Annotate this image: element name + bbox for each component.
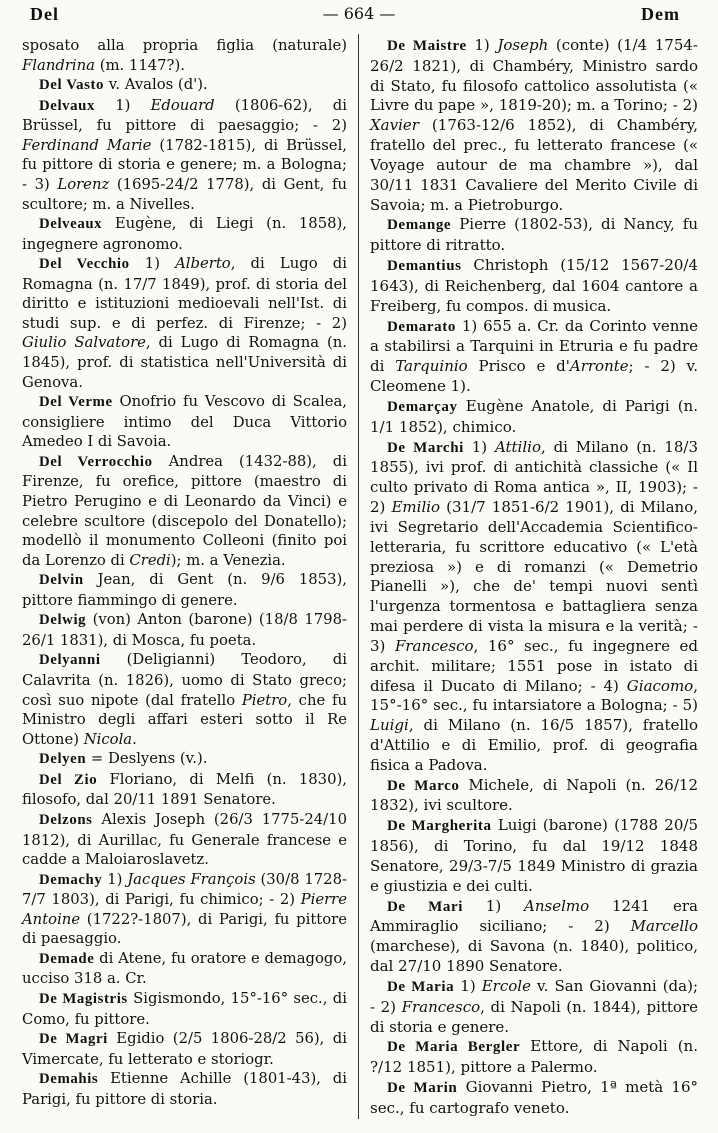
left-column	[22, 36, 347, 1109]
entry-del-vasto: Del Vasto v. Avalos (d').	[39, 76, 208, 94]
headword: Delyen	[39, 751, 87, 768]
headword: Demachy	[39, 871, 103, 888]
entry-demachy: Demachy 1) Jacques François (30/8 1728-7/7 1803), di Parigi, fu chimico; - 2) Pierre Antoine (1722?-1807), di Parigi, fu pittore di paesaggio.	[22, 870, 347, 948]
entry-delveaux: Delveaux Eugène, di Liegi (n. 1858), ingegnere agronomo.	[22, 215, 347, 253]
entry-demarcay: Demarçay Eugène Anatole, di Parigi (n. 1/1 1852), chimico.	[370, 396, 698, 436]
headword: Demahis	[39, 1071, 99, 1088]
headword: Delveaux	[39, 216, 103, 233]
entry-delzons: Delzons Alexis Joseph (26/3 1775-24/10 1812), di Aurillac, fu Generale francese e cadde a Maloiaroslavetz.	[22, 810, 347, 869]
headword: De Marco	[387, 777, 460, 794]
entry-de-magri: De Magri Egidio (2/5 1806-28/2 56), di Vimercate, fu letterato e storiogr.	[22, 1030, 347, 1068]
entry-de-marchi: De Marchi 1) Attilio, di Milano (n. 18/3 1855), ivi prof. di antichità classiche (« Il culto privato di Roma antica », II, 1903); - 2) Emilio (31/7 1851-6/2 1901), di Milano, ivi Segretario dell'Accademia Scientifico-letteraria, fu scrittore educativo (« L'età preziosa ») e di romanzi (« Demetrio Pianelli »), che de' tempi nuovi sentì l'urgenza tormentosa e battagliera senza mai perdere di vista la misura e la verità; - 3) Francesco, 16° sec., fu ingegnere ed archit. militare; 1551 pose in istato di difesa il Ducato di Milano; - 4) Giacomo, 15°-16° sec., fu intarsiatore a Bologna; - 5) Luigi, di Milano (n. 16/5 1857), fratello d'Attilio e di Emilio, prof. di geografia fisica a Padova.	[370, 437, 698, 774]
entry-delvaux: Delvaux 1) Edouard (1806-62), di Brüssel, fu pittore di paesaggio; - 2) Ferdinand Marie (1782-1815), di Brüssel, fu pittore di storia e genere; m. a Bologna; - 3) Lorenz (1695-24/2 1778), di Gent, fu scultore; m. a Nivelles.	[22, 96, 348, 213]
entry-del-zio: Del Zio Floriano, di Melfi (n. 1830), filosofo, dal 20/11 1891 Senatore.	[22, 770, 347, 809]
entry-de-marin: De Marin Giovanni Pietro, 1ª metà 16° sec., fu cartografo veneto.	[370, 1078, 698, 1117]
headword: Demarçay	[387, 398, 458, 415]
headword: De Magri	[39, 1031, 108, 1048]
entry-delyanni: Delyanni (Deligianni) Teodoro, di Calavrita (n. 1826), uomo di Stato greco; così suo nipote (dal fratello Pietro, che fu Ministro degli affari esteri sotto il Re Ottone) Nicola.	[22, 651, 347, 748]
headword: Del Verme	[39, 394, 113, 411]
headword: De Mari	[387, 898, 463, 915]
headword: De Maria Bergler	[387, 1039, 521, 1056]
header-right-guideword: Dem	[641, 4, 680, 24]
headword: Demade	[39, 950, 95, 967]
entry-de-maria-bergler: De Maria Bergler Ettore, di Napoli (n. ?/12 1851), pittore a Palermo.	[370, 1037, 698, 1077]
headword: Delzons	[39, 811, 93, 828]
entry-delyen: Delyen = Deslyens (v.).	[39, 750, 208, 768]
headword: Demantius	[387, 258, 462, 275]
headword: Delwig	[39, 612, 87, 629]
headword: De Maistre	[387, 38, 467, 54]
headword: De Margherita	[387, 818, 492, 835]
column-divider	[358, 34, 359, 1119]
headword: Del Vecchio	[39, 256, 130, 273]
headword: Del Zio	[39, 771, 98, 788]
entry-de-mari: De Mari 1) Anselmo 1241 era Ammiraglio siciliano; - 2) Marcello (marchese), di Savona (n. 1840), politico, dal 27/10 1890 Senatore.	[370, 896, 698, 976]
headword: De Marchi	[387, 439, 464, 456]
header-left-guideword: Del	[30, 4, 59, 24]
entry-de-magistris: De Magistris Sigismondo, 15°-16° sec., di Como, fu pittore.	[22, 990, 347, 1028]
headword: Del Vasto	[39, 77, 105, 94]
headword: Delvin	[39, 572, 84, 589]
entry-continuation: sposato alla propria figlia (naturale) Flandrina (m. 1147?).	[22, 37, 347, 74]
headword: Del Verrocchio	[39, 453, 153, 470]
entry-de-maistre: De Maistre 1) Joseph (conte) (1/4 1754-26/2 1821), di Chambéry, Ministro sardo di Stato, fu filosofo cattolico assolutista (« Livre du pape », 1819-20); m. a Torino; - 2) Xavier (1763-12/6 1852), di Chambéry, fratello del prec., fu letterato francese (« Voyage autour de ma chambre »), dal 30/11 1831 Cavaliere del Merito Civile di Savoia; m. a Pietroburgo.	[370, 36, 698, 214]
right-column	[370, 36, 698, 1119]
entry-del-vecchio: Del Vecchio 1) Alberto, di Lugo di Romagna (n. 17/7 1849), prof. di storia del diritto e istituzioni medioevali nell'Ist. di studi sup. e di perfez. di Firenze; - 2) Giulio Salvatore, di Lugo di Romagna (n. 1845), prof. di statistica nell'Università di Genova.	[22, 255, 347, 391]
entry-del-verrocchio: Del Verrocchio Andrea (1432-88), di Firenze, fu orefice, pittore (maestro di Pietro Perugino e di Leonardo da Vinci) e celebre scultore (discepolo del Donatello); modellò il monumento Colleoni (finito poi da Lorenzo di Credi); m. a Venezia.	[22, 452, 347, 569]
entry-demange: Demange Pierre (1802-53), di Nancy, fu pittore di ritratto.	[370, 215, 698, 255]
entry-de-maria: De Maria 1) Ercole v. San Giovanni (da); - 2) Francesco, di Napoli (n. 1844), pittore di storia e genere.	[370, 976, 699, 1036]
headword: De Maria	[387, 978, 455, 995]
entry-demahis: Demahis Etienne Achille (1801-43), di Parigi, fu pittore di storia.	[22, 1070, 347, 1108]
headword: Demarato	[387, 318, 456, 335]
entry-del-verme: Del Verme Onofrio fu Vescovo di Scalea, consigliere intimo del Duca Vittorio Amedeo I di Savoia.	[22, 393, 348, 451]
page-header	[0, 2, 718, 26]
headword: Delyanni	[39, 652, 101, 669]
entry-demantius: Demantius Christoph (15/12 1567-20/4 1643), di Reichenberg, dal 1604 cantore a Freiberg, fu compos. di musica.	[370, 256, 698, 315]
entry-delwig: Delwig (von) Anton (barone) (18/8 1798-26/1 1831), di Mosca, fu poeta.	[22, 611, 347, 649]
entry-de-margherita: De Margherita Luigi (barone) (1788 20/5 1856), di Torino, fu dal 19/12 1848 Senatore, 29/3-7/5 1849 Ministro di grazia e giustizia e dei culti.	[370, 816, 698, 895]
headword: Demange	[387, 217, 452, 234]
page-number: — 664 —	[322, 4, 396, 23]
headword: De Marin	[387, 1080, 458, 1097]
headword: De Magistris	[39, 991, 128, 1007]
entry-demarato: Demarato 1) 655 a. Cr. da Corinto venne a stabilirsi a Tarquini in Etruria e fu padre di Tarquinio Prisco e d'Arronte; - 2) v. Cleomene 1).	[370, 316, 698, 396]
entry-demade: Demade di Atene, fu oratore e demagogo, ucciso 318 a. Cr.	[22, 949, 347, 988]
entry-delvin: Delvin Jean, di Gent (n. 9/6 1853), pittore fiammingo di genere.	[22, 571, 347, 609]
headword: Delvaux	[39, 97, 95, 114]
entry-de-marco: De Marco Michele, di Napoli (n. 26/12 1832), ivi scultore.	[370, 775, 698, 815]
